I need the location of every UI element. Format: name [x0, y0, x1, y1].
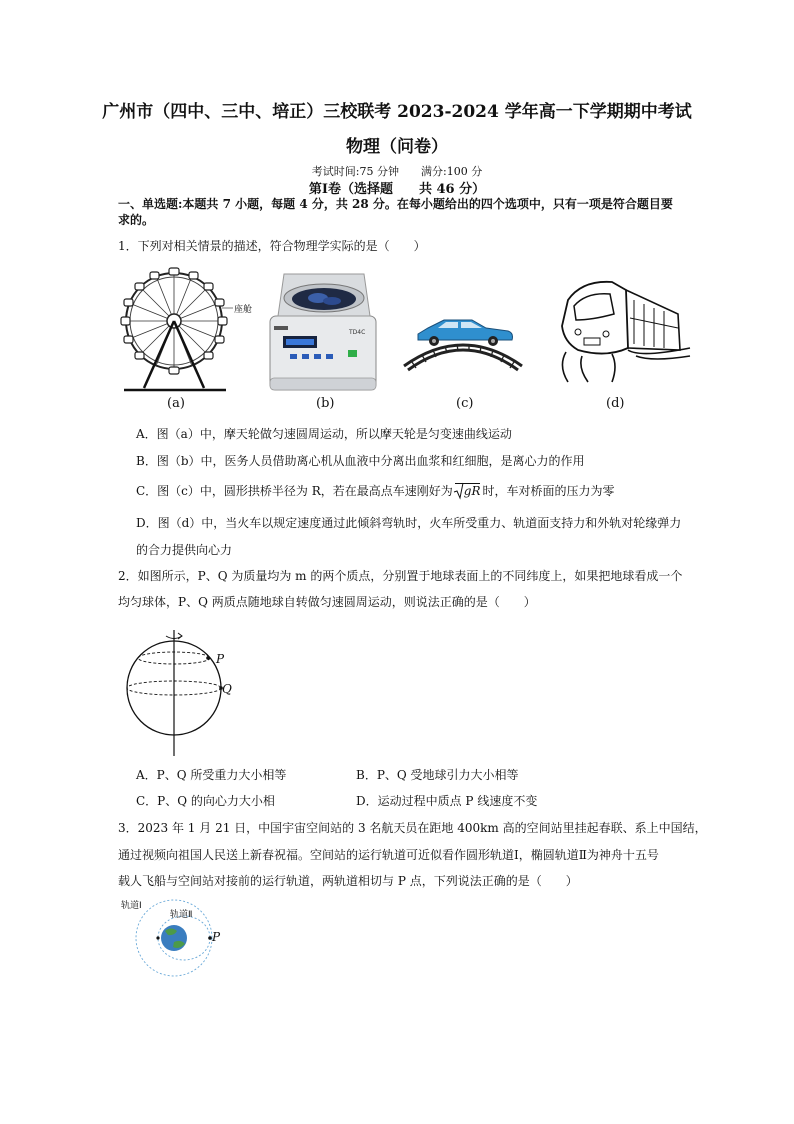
- earth-rotation-figure: [124, 624, 234, 760]
- paper-title: 广州市（四中、三中、培正）三校联考 2023-2024 学年高一下学期期中考试: [102, 102, 692, 122]
- q3-stem-line2: 通过视频向祖国人民送上新春祝福。空间站的运行轨道可近似看作圆形轨道Ⅰ，椭圆轨道Ⅱ为神舟十五号: [118, 848, 659, 862]
- q1-option-c-text-1: C．图（c）中，圆形拱桥半径为 R，若在最高点车速刚好为: [136, 484, 453, 498]
- figure-a-caption: (a): [167, 396, 185, 411]
- figure-c-caption: (c): [456, 396, 474, 411]
- paper-subtitle: 物理（问卷）: [346, 137, 448, 157]
- q2-stem-line2: 均匀球体，P、Q 两质点随地球自转做匀速圆周运动，则说法正确的是（ ）: [118, 595, 536, 609]
- centrifuge-model-label: TD4C: [349, 329, 366, 336]
- q3-point-p-label: P: [212, 930, 221, 944]
- part-title: 第Ⅰ卷（选择题 共 46 分）: [308, 182, 486, 197]
- orbit-2-label: 轨道Ⅱ: [170, 910, 193, 920]
- figure-d-caption: (d): [606, 396, 625, 411]
- q2-point-p-label: P: [216, 652, 225, 666]
- q1-option-b: B．图（b）中，医务人员借助离心机从血液中分离出血浆和红细胞，是离心力的作用: [136, 454, 585, 468]
- q2-option-c: C．P、Q 的向心力大小相: [136, 794, 275, 808]
- train-curve-figure: [548, 270, 693, 385]
- q3-stem-line3: 载人飞船与空间站对接前的运行轨道，两轨道相切与 P 点，下列说法正确的是（ ）: [118, 874, 578, 888]
- q2-stem-line1: 2．如图所示，P、Q 为质量均为 m 的两个质点，分别置于地球表面上的不同纬度上，如果把地球看成一个: [118, 569, 683, 583]
- arch-bridge-figure: [398, 300, 528, 380]
- q1-option-c-sqrt: [455, 483, 481, 498]
- q1-option-c-radicand: gR: [463, 484, 481, 498]
- q2-point-q-label: Q: [222, 682, 232, 696]
- section-instructions: 一、单选题:本题共 7 小题，每题 4 分，共 28 分。在每小题给出的四个选项中，只有一项是符合题目要求的。: [118, 197, 673, 227]
- q1-stem: 1．下列对相关情景的描述，符合物理学实际的是（ ）: [118, 239, 426, 253]
- figure-b-caption: (b): [316, 396, 335, 411]
- q1-option-c-text-2: 时，车对桥面的压力为零: [482, 484, 615, 498]
- orbit-1-label: 轨道Ⅰ: [121, 901, 142, 911]
- q2-option-b: B．P、Q 受地球引力大小相等: [356, 768, 519, 782]
- exam-info: 考试时间:75 分钟 满分:100 分: [311, 165, 483, 178]
- ferris-wheel-cabin-label: 座舱: [234, 305, 253, 315]
- q2-option-a: A．P、Q 所受重力大小相等: [136, 768, 287, 782]
- q3-stem-line1: 3．2023 年 1 月 21 日，中国宇宙空间站的 3 名航天员在距地 400km 高的空间站里挂起春联、系上中国结，: [118, 821, 707, 835]
- ferris-wheel-figure: [116, 266, 246, 396]
- q2-option-d: D．运动过程中质点 P 线速度不变: [356, 794, 538, 808]
- q1-option-c: [136, 483, 615, 499]
- q1-option-a: A．图（a）中，摩天轮做匀速圆周运动，所以摩天轮是匀变速曲线运动: [136, 427, 512, 441]
- q1-option-d-line1: D．图（d）中，当火车以规定速度通过此倾斜弯轨时，火车所受重力、轨道面支持力和外轨对轮缘弹力: [136, 516, 682, 530]
- q1-option-d-line2: 的合力提供向心力: [136, 543, 233, 557]
